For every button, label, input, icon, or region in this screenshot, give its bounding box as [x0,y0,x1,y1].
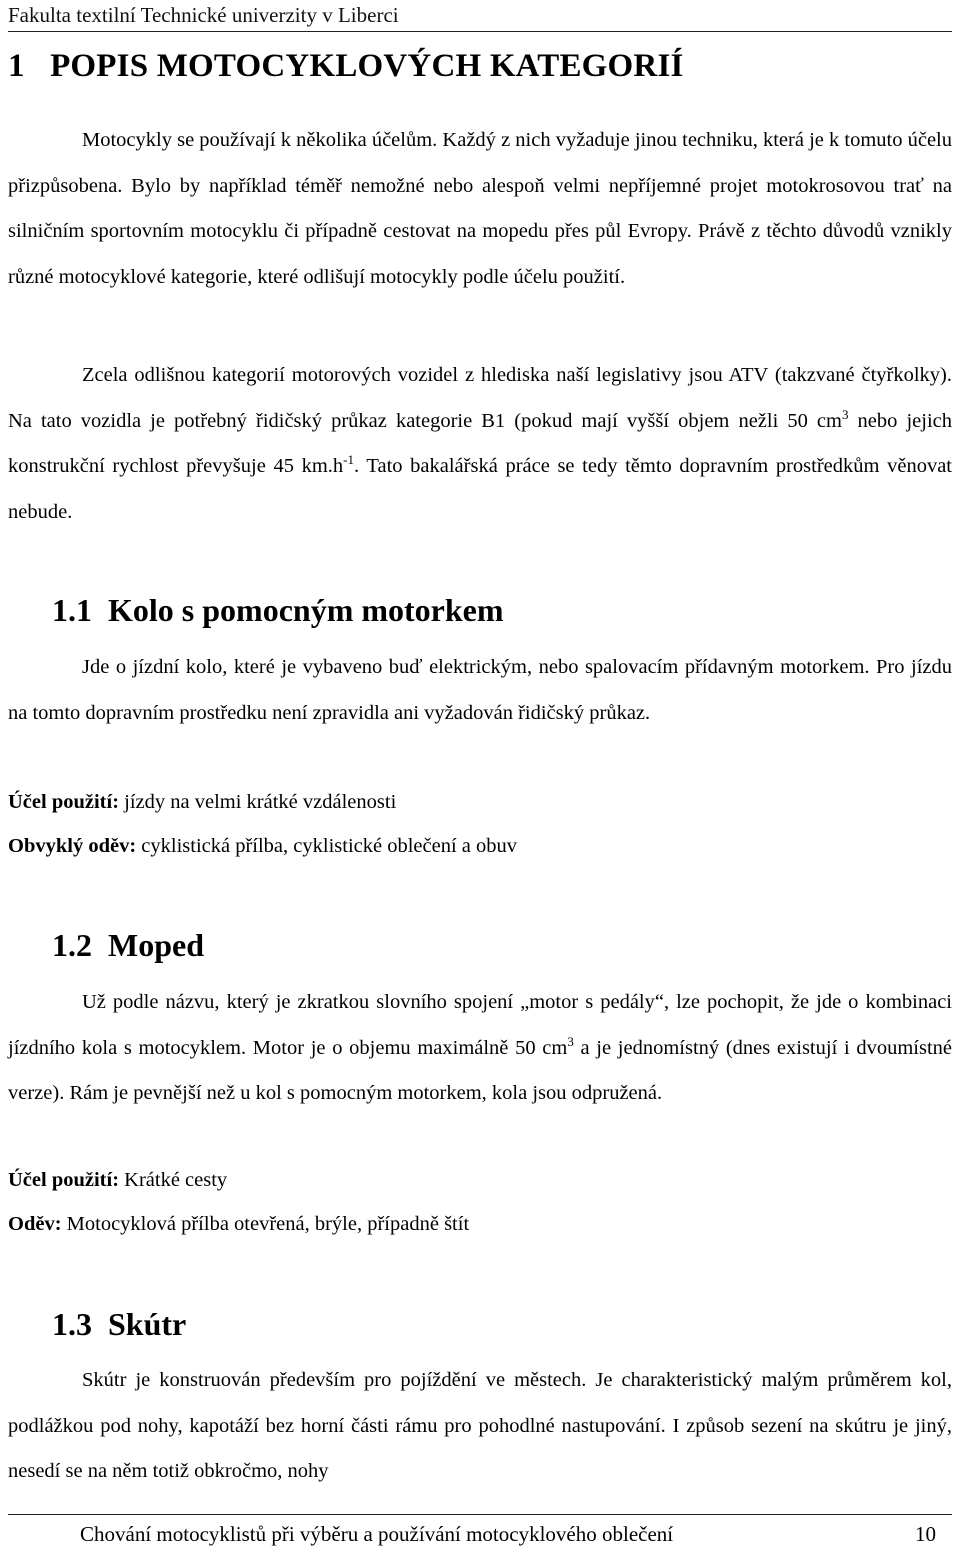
chapter-title: POPIS MOTOCYKLOVÝCH KATEGORIÍ [50,48,684,84]
section-1-2-paragraph: Už podle názvu, který je zkratkou slovního spojení „motor s pedály“, lze pochopit, že jde o kombinaci jízdního kola s motocyklem. Motor je o objemu maximálně 50 $cm^3$ a je jednomístný (dnes existují i dvoumístné verze). Rám je pevnější než u kol s pomocným motorkem, kola jsou odpružená. [8,991,952,1105]
section-1-1-wear: Obvyklý oděv: cyklistická přílba, cyklistické oblečení a obuv [8,835,517,857]
section-heading-1-1: 1.1 Kolo s pomocným motorkem [52,592,504,628]
page-number: 10 [915,1522,936,1546]
wear-label: Obvyklý oděv: [8,835,137,857]
intro-paragraph-1: Motocykly se používají k několika účelům. Každý z nich vyžaduje jinou techniku, která je k tomuto účelu přizpůsobena. Bylo by například téměř nemožné nebo alespoň velmi nepříjemné projet motokrosovou trať na silničním sportovním motocyklu či případně cestovat na mopedu přes půl Evropy. Právě z těchto důvodů vznikly různé motocyklové kategorie, které odlišují motocykly podle účelu použití. [8,129,952,288]
superscript: -1 [343,452,354,468]
use-label: Účel použití: [8,1169,120,1191]
chapter-number: 1 [8,48,25,84]
intro-paragraph-2: Zcela odlišnou kategorií motorových vozidel z hlediska naší legislativy jsou ATV (takzvané čtyřkolky). Na tato vozidla je potřebný řidičský průkaz kategorie B1 (pokud mají vyšší objem nežli 50 $cm^3$ nebo jejich konstrukční rychlost převyšuje 45 $km.h^{-1}$. Tato bakalářská práce se tedy těmto dopravním prostředkům věnovat nebude. [8,364,953,523]
section-heading-1-3: 1.3 Skútr [52,1306,187,1342]
section-1-3-paragraph: Skútr je konstruován především pro pojíždění ve městech. Je charakteristický malým průměrem kol, podlážkou pod nohy, kapotáží bez horní části rámu pro pohodlné nastupování. I způsob sezení na skútru je jiný, nesedí se na něm totiž obkročmo, nohy [8,1369,952,1483]
footer-title: Chování motocyklistů při výběru a používání motocyklového oblečení [80,1522,674,1546]
header-text: Fakulta textilní Technické univerzity v Liberci [8,3,399,27]
page-header [8,0,952,32]
wear-label: Oděv: [8,1213,62,1235]
section-1-1-paragraph: Jde o jízdní kolo, které je vybaveno buď elektrickým, nebo spalovacím přídavným motorkem. Pro jízdu na tomto dopravním prostředku není zpravidla ani vyžadován řidičský průkaz. [8,656,952,724]
section-1-2-wear: Oděv: Motocyklová přílba otevřená, brýle, případně štít [8,1213,470,1235]
superscript: 3 [841,406,849,422]
page-footer [8,1514,952,1549]
section-1-2-use: Účel použití: Krátké cesty [8,1169,228,1191]
use-label: Účel použití: [8,791,120,813]
section-1-1-use: Účel použití: jízdy na velmi krátké vzdálenosti [8,791,397,813]
section-heading-1-2: 1.2 Moped [52,927,204,963]
chapter-heading [8,48,684,85]
superscript: 3 [567,1033,574,1049]
